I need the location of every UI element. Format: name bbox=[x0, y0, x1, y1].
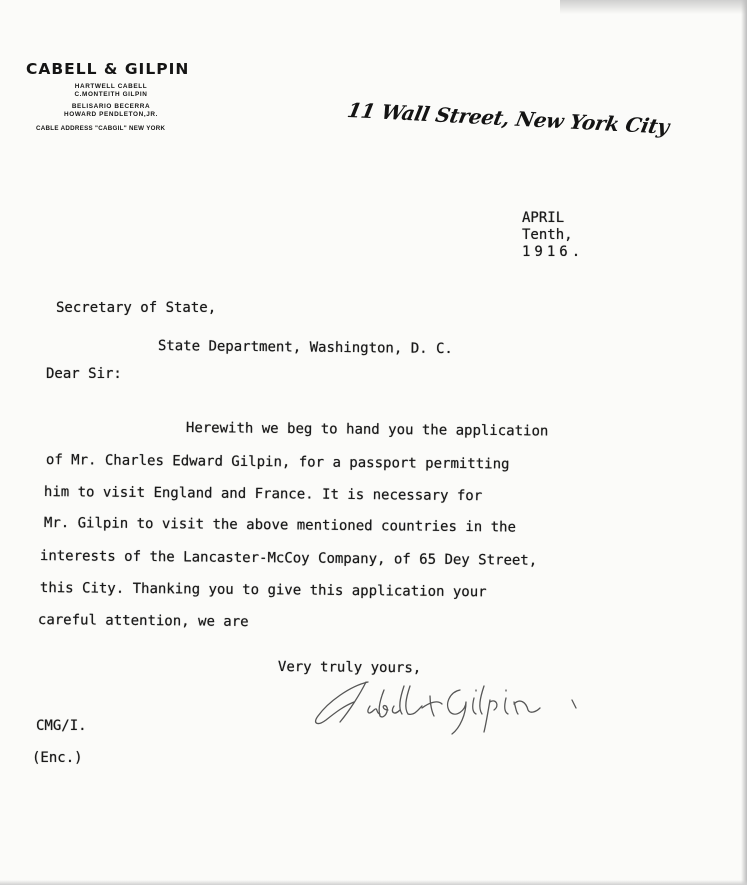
enclosure-note: (Enc.) bbox=[32, 750, 83, 766]
body-line: Herewith we beg to hand you the application bbox=[185, 420, 549, 440]
recipient-line: Secretary of State, bbox=[56, 300, 217, 316]
closing: Very truly yours, bbox=[277, 659, 422, 677]
scan-shadow-top bbox=[560, 0, 747, 14]
handwritten-signature bbox=[310, 676, 630, 736]
partner-name: BELISARIO BECERRA bbox=[71, 103, 151, 110]
body-line: him to visit England and France. It is necessary for bbox=[43, 484, 483, 505]
partner-name: HOWARD PENDLETON,JR. bbox=[64, 111, 158, 118]
body-line: this City. Thanking you to give this application your bbox=[39, 580, 487, 601]
date-day: Tenth, bbox=[522, 227, 573, 243]
body-line: interests of the Lancaster-McCoy Company, of 65 Dey Street, bbox=[39, 548, 538, 569]
partners-secondary bbox=[28, 103, 228, 119]
scan-shadow-bottom bbox=[0, 880, 747, 885]
recipient-line: State Department, Washington, D. C. bbox=[157, 338, 453, 358]
letterhead bbox=[28, 60, 228, 132]
reference-initials: CMG/I. bbox=[36, 718, 87, 734]
date-year: 1916. bbox=[522, 244, 585, 260]
body-line: Mr. Gilpin to visit the above mentioned countries in the bbox=[43, 515, 516, 536]
body-line: careful attention, we are bbox=[37, 612, 249, 631]
cable-address: CABLE ADDRESS "CABGIL" NEW YORK bbox=[36, 125, 166, 132]
partner-name: C.MONTEITH GILPIN bbox=[74, 91, 148, 98]
partners-primary bbox=[28, 83, 228, 99]
scan-shadow-right bbox=[741, 0, 747, 885]
salutation: Dear Sir: bbox=[46, 366, 122, 382]
street-address: 11 Wall Street, New York City bbox=[345, 98, 672, 139]
partner-name: HARTWELL CABELL bbox=[74, 83, 148, 90]
firm-name: CABELL & GILPIN bbox=[26, 60, 190, 78]
date-month: APRIL bbox=[522, 210, 565, 226]
body-line: of Mr. Charles Edward Gilpin, for a passport permitting bbox=[45, 452, 510, 473]
